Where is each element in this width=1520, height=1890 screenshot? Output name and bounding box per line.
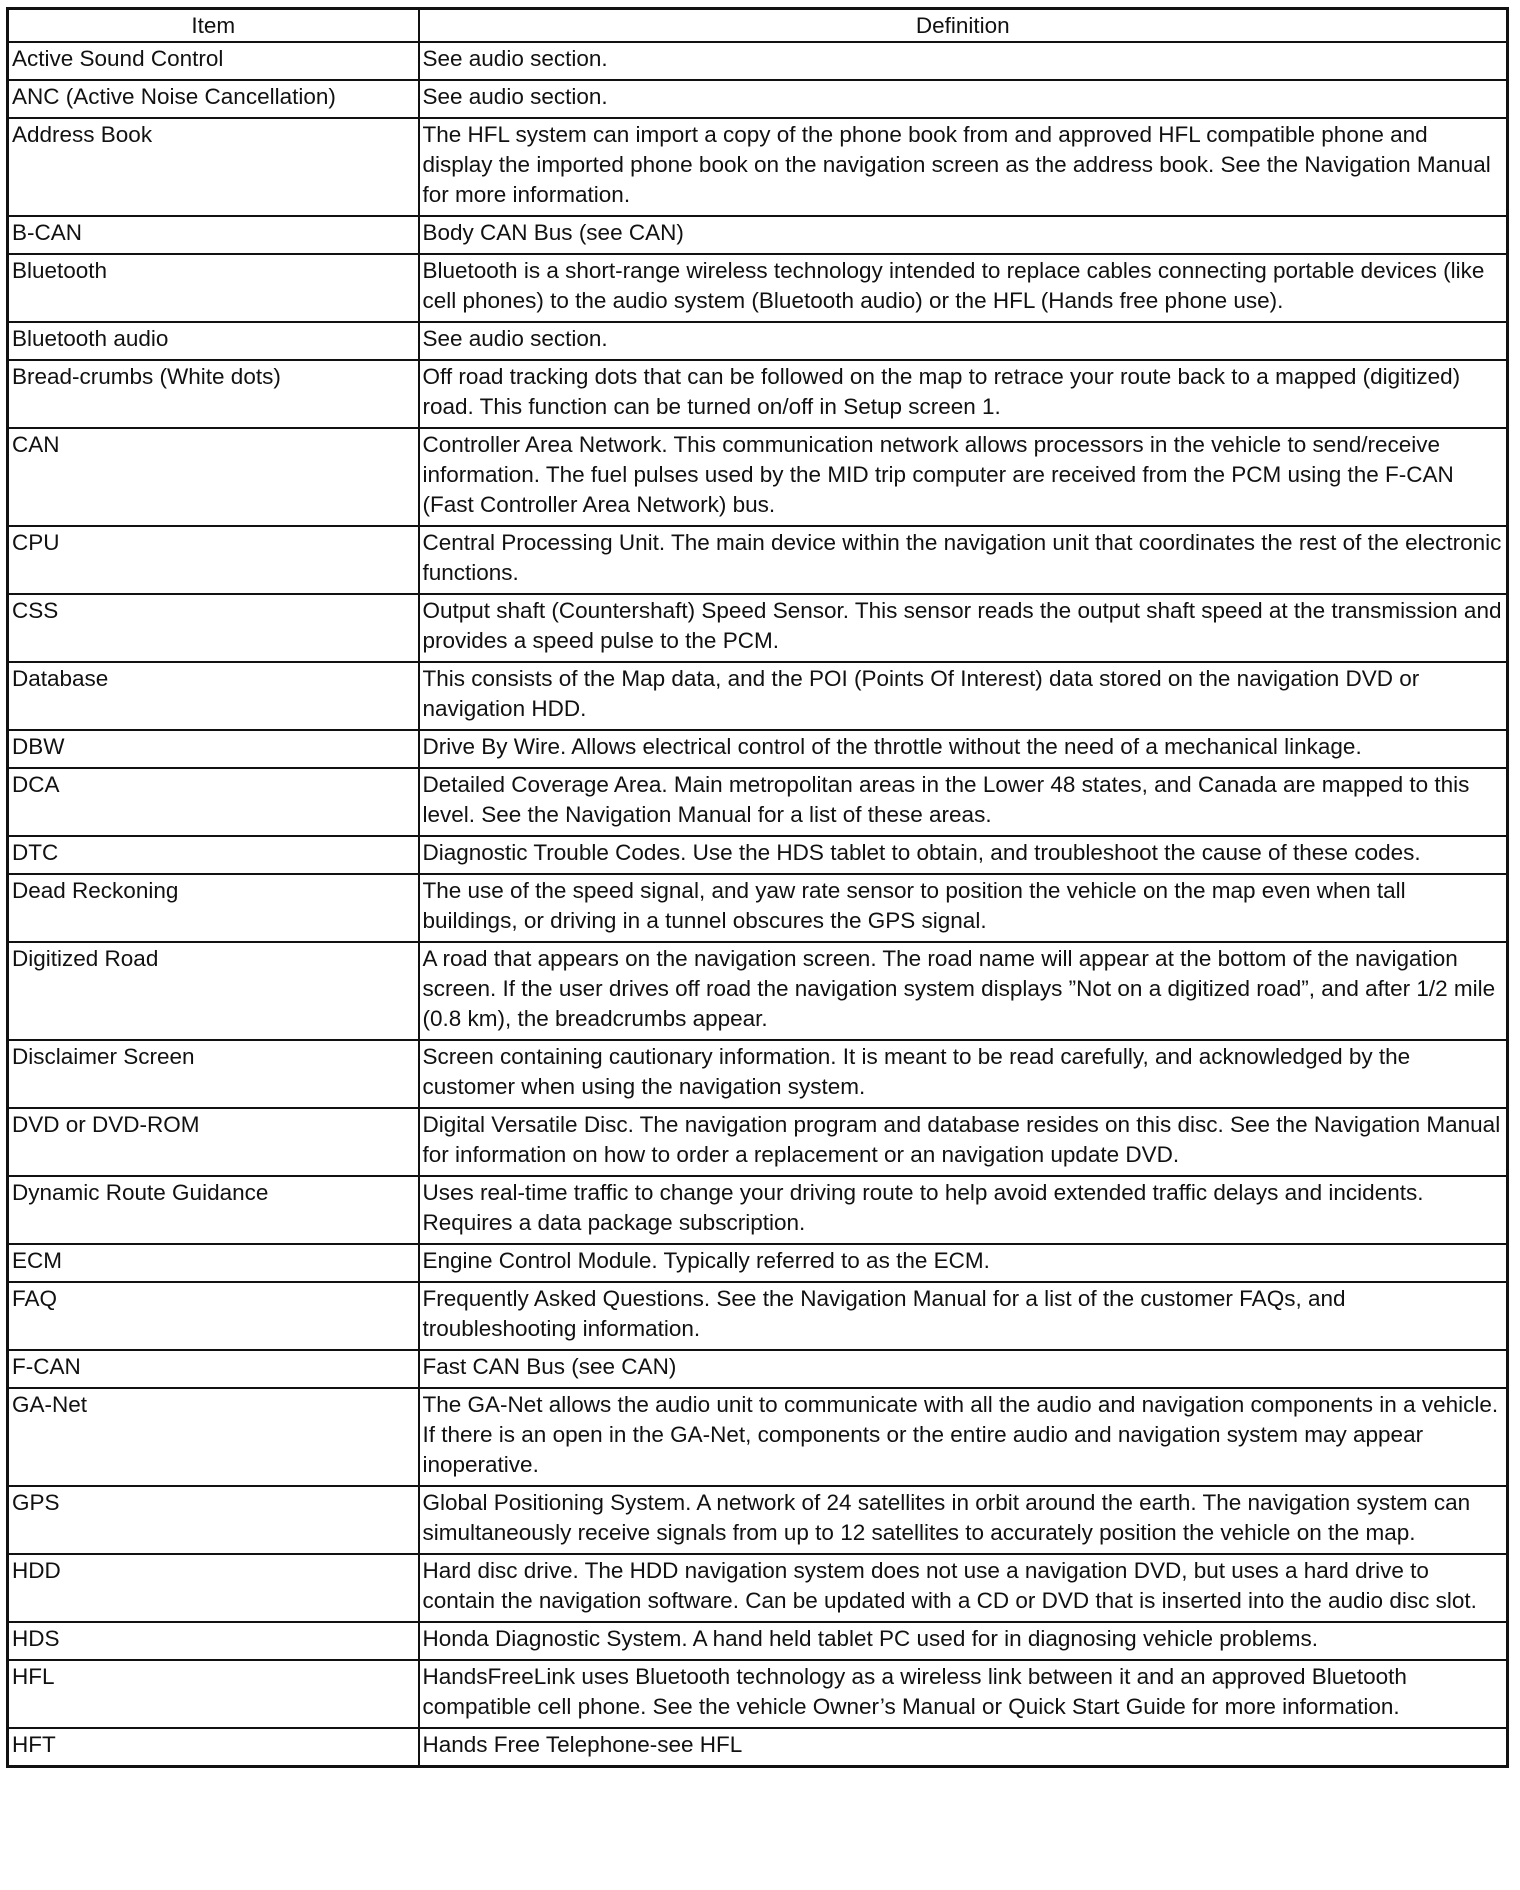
table-row xyxy=(8,1728,1508,1767)
definition-cell: Hard disc drive. The HDD navigation system does not use a navigation DVD, but uses a hard drive to contain the navigation software. Can be updated with a CD or DVD that is inserted into the audio disc slot. xyxy=(419,1554,1508,1622)
table-row xyxy=(8,662,1508,730)
definition-cell: The GA-Net allows the audio unit to communicate with all the audio and navigation components in a vehicle. If there is an open in the GA-Net, components or the entire audio and navigation system may appear inoperative. xyxy=(419,1388,1508,1486)
definition-cell: HandsFreeLink uses Bluetooth technology as a wireless link between it and an approved Bluetooth compatible cell phone. See the vehicle Owner’s Manual or Quick Start Guide for more information. xyxy=(419,1660,1508,1728)
table-row xyxy=(8,836,1508,874)
item-cell: Active Sound Control xyxy=(8,42,419,80)
definition-cell: Off road tracking dots that can be followed on the map to retrace your route back to a mapped (digitized) road. This function can be turned on/off in Setup screen 1. xyxy=(419,360,1508,428)
definition-cell: See audio section. xyxy=(419,322,1508,360)
item-cell: Disclaimer Screen xyxy=(8,1040,419,1108)
item-cell: CAN xyxy=(8,428,419,526)
item-cell: Dynamic Route Guidance xyxy=(8,1176,419,1244)
table-row xyxy=(8,1388,1508,1486)
table-row xyxy=(8,594,1508,662)
table-row xyxy=(8,1554,1508,1622)
definition-cell: Engine Control Module. Typically referred to as the ECM. xyxy=(419,1244,1508,1282)
item-cell: Dead Reckoning xyxy=(8,874,419,942)
table-row xyxy=(8,1660,1508,1728)
item-cell: ECM xyxy=(8,1244,419,1282)
table-row xyxy=(8,1040,1508,1108)
item-cell: CPU xyxy=(8,526,419,594)
item-cell: CSS xyxy=(8,594,419,662)
item-cell: Bluetooth audio xyxy=(8,322,419,360)
header-row xyxy=(8,9,1508,43)
definition-cell: This consists of the Map data, and the POI (Points Of Interest) data stored on the navigation DVD or navigation HDD. xyxy=(419,662,1508,730)
table-row xyxy=(8,1622,1508,1660)
table-row xyxy=(8,1350,1508,1388)
definition-cell: Bluetooth is a short-range wireless technology intended to replace cables connecting portable devices (like cell phones) to the audio system (Bluetooth audio) or the HFL (Hands free phone use). xyxy=(419,254,1508,322)
item-column-header: Item xyxy=(8,9,419,43)
table-row xyxy=(8,216,1508,254)
table-row xyxy=(8,80,1508,118)
definition-cell: Hands Free Telephone-see HFL xyxy=(419,1728,1508,1767)
item-cell: F-CAN xyxy=(8,1350,419,1388)
item-cell: Address Book xyxy=(8,118,419,216)
item-cell: HDD xyxy=(8,1554,419,1622)
table-row xyxy=(8,730,1508,768)
definition-cell: The HFL system can import a copy of the phone book from and approved HFL compatible phone and display the imported phone book on the navigation screen as the address book. See the Navigation Manual for more information. xyxy=(419,118,1508,216)
item-cell: HFT xyxy=(8,1728,419,1767)
definition-cell: Frequently Asked Questions. See the Navigation Manual for a list of the customer FAQs, and troubleshooting information. xyxy=(419,1282,1508,1350)
table-row xyxy=(8,526,1508,594)
definition-cell: See audio section. xyxy=(419,80,1508,118)
definition-cell: Output shaft (Countershaft) Speed Sensor. This sensor reads the output shaft speed at the transmission and provides a speed pulse to the PCM. xyxy=(419,594,1508,662)
definition-cell: Drive By Wire. Allows electrical control of the throttle without the need of a mechanical linkage. xyxy=(419,730,1508,768)
glossary-table xyxy=(6,7,1509,1768)
item-cell: DCA xyxy=(8,768,419,836)
definition-cell: Fast CAN Bus (see CAN) xyxy=(419,1350,1508,1388)
definition-cell: Controller Area Network. This communication network allows processors in the vehicle to send/receive information. The fuel pulses used by the MID trip computer are received from the PCM using the F-CAN (Fast Controller Area Network) bus. xyxy=(419,428,1508,526)
item-cell: ANC (Active Noise Cancellation) xyxy=(8,80,419,118)
table-row xyxy=(8,360,1508,428)
table-row xyxy=(8,322,1508,360)
definition-cell: A road that appears on the navigation screen. The road name will appear at the bottom of the navigation screen. If the user drives off road the navigation system displays ”Not on a digitized road”, and after 1/2 mile (0.8 km), the breadcrumbs appear. xyxy=(419,942,1508,1040)
table-row xyxy=(8,428,1508,526)
item-cell: Bread-crumbs (White dots) xyxy=(8,360,419,428)
table-row xyxy=(8,1244,1508,1282)
definition-cell: Body CAN Bus (see CAN) xyxy=(419,216,1508,254)
definition-cell: Detailed Coverage Area. Main metropolitan areas in the Lower 48 states, and Canada are mapped to this level. See the Navigation Manual for a list of these areas. xyxy=(419,768,1508,836)
table-row xyxy=(8,1282,1508,1350)
table-row xyxy=(8,1176,1508,1244)
item-cell: Database xyxy=(8,662,419,730)
table-row xyxy=(8,254,1508,322)
item-cell: FAQ xyxy=(8,1282,419,1350)
item-cell: GPS xyxy=(8,1486,419,1554)
item-cell: B-CAN xyxy=(8,216,419,254)
definition-column-header: Definition xyxy=(419,9,1508,43)
definition-cell: See audio section. xyxy=(419,42,1508,80)
item-cell: Bluetooth xyxy=(8,254,419,322)
table-row xyxy=(8,768,1508,836)
definition-cell: Honda Diagnostic System. A hand held tablet PC used for in diagnosing vehicle problems. xyxy=(419,1622,1508,1660)
definition-cell: Global Positioning System. A network of 24 satellites in orbit around the earth. The navigation system can simultaneously receive signals from up to 12 satellites to accurately position the vehicle on the map. xyxy=(419,1486,1508,1554)
item-cell: DTC xyxy=(8,836,419,874)
item-cell: HFL xyxy=(8,1660,419,1728)
table-row xyxy=(8,874,1508,942)
item-cell: HDS xyxy=(8,1622,419,1660)
item-cell: DVD or DVD-ROM xyxy=(8,1108,419,1176)
table-row xyxy=(8,118,1508,216)
definition-cell: Uses real-time traffic to change your driving route to help avoid extended traffic delays and incidents. Requires a data package subscription. xyxy=(419,1176,1508,1244)
definition-cell: Diagnostic Trouble Codes. Use the HDS tablet to obtain, and troubleshoot the cause of these codes. xyxy=(419,836,1508,874)
definition-cell: Screen containing cautionary information. It is meant to be read carefully, and acknowledged by the customer when using the navigation system. xyxy=(419,1040,1508,1108)
table-row xyxy=(8,1486,1508,1554)
table-row xyxy=(8,1108,1508,1176)
item-cell: GA-Net xyxy=(8,1388,419,1486)
definition-cell: Central Processing Unit. The main device within the navigation unit that coordinates the rest of the electronic functions. xyxy=(419,526,1508,594)
item-cell: Digitized Road xyxy=(8,942,419,1040)
table-row xyxy=(8,942,1508,1040)
definition-cell: Digital Versatile Disc. The navigation program and database resides on this disc. See the Navigation Manual for information on how to order a replacement or an navigation update DVD. xyxy=(419,1108,1508,1176)
item-cell: DBW xyxy=(8,730,419,768)
table-row xyxy=(8,42,1508,80)
definition-cell: The use of the speed signal, and yaw rate sensor to position the vehicle on the map even when tall buildings, or driving in a tunnel obscures the GPS signal. xyxy=(419,874,1508,942)
